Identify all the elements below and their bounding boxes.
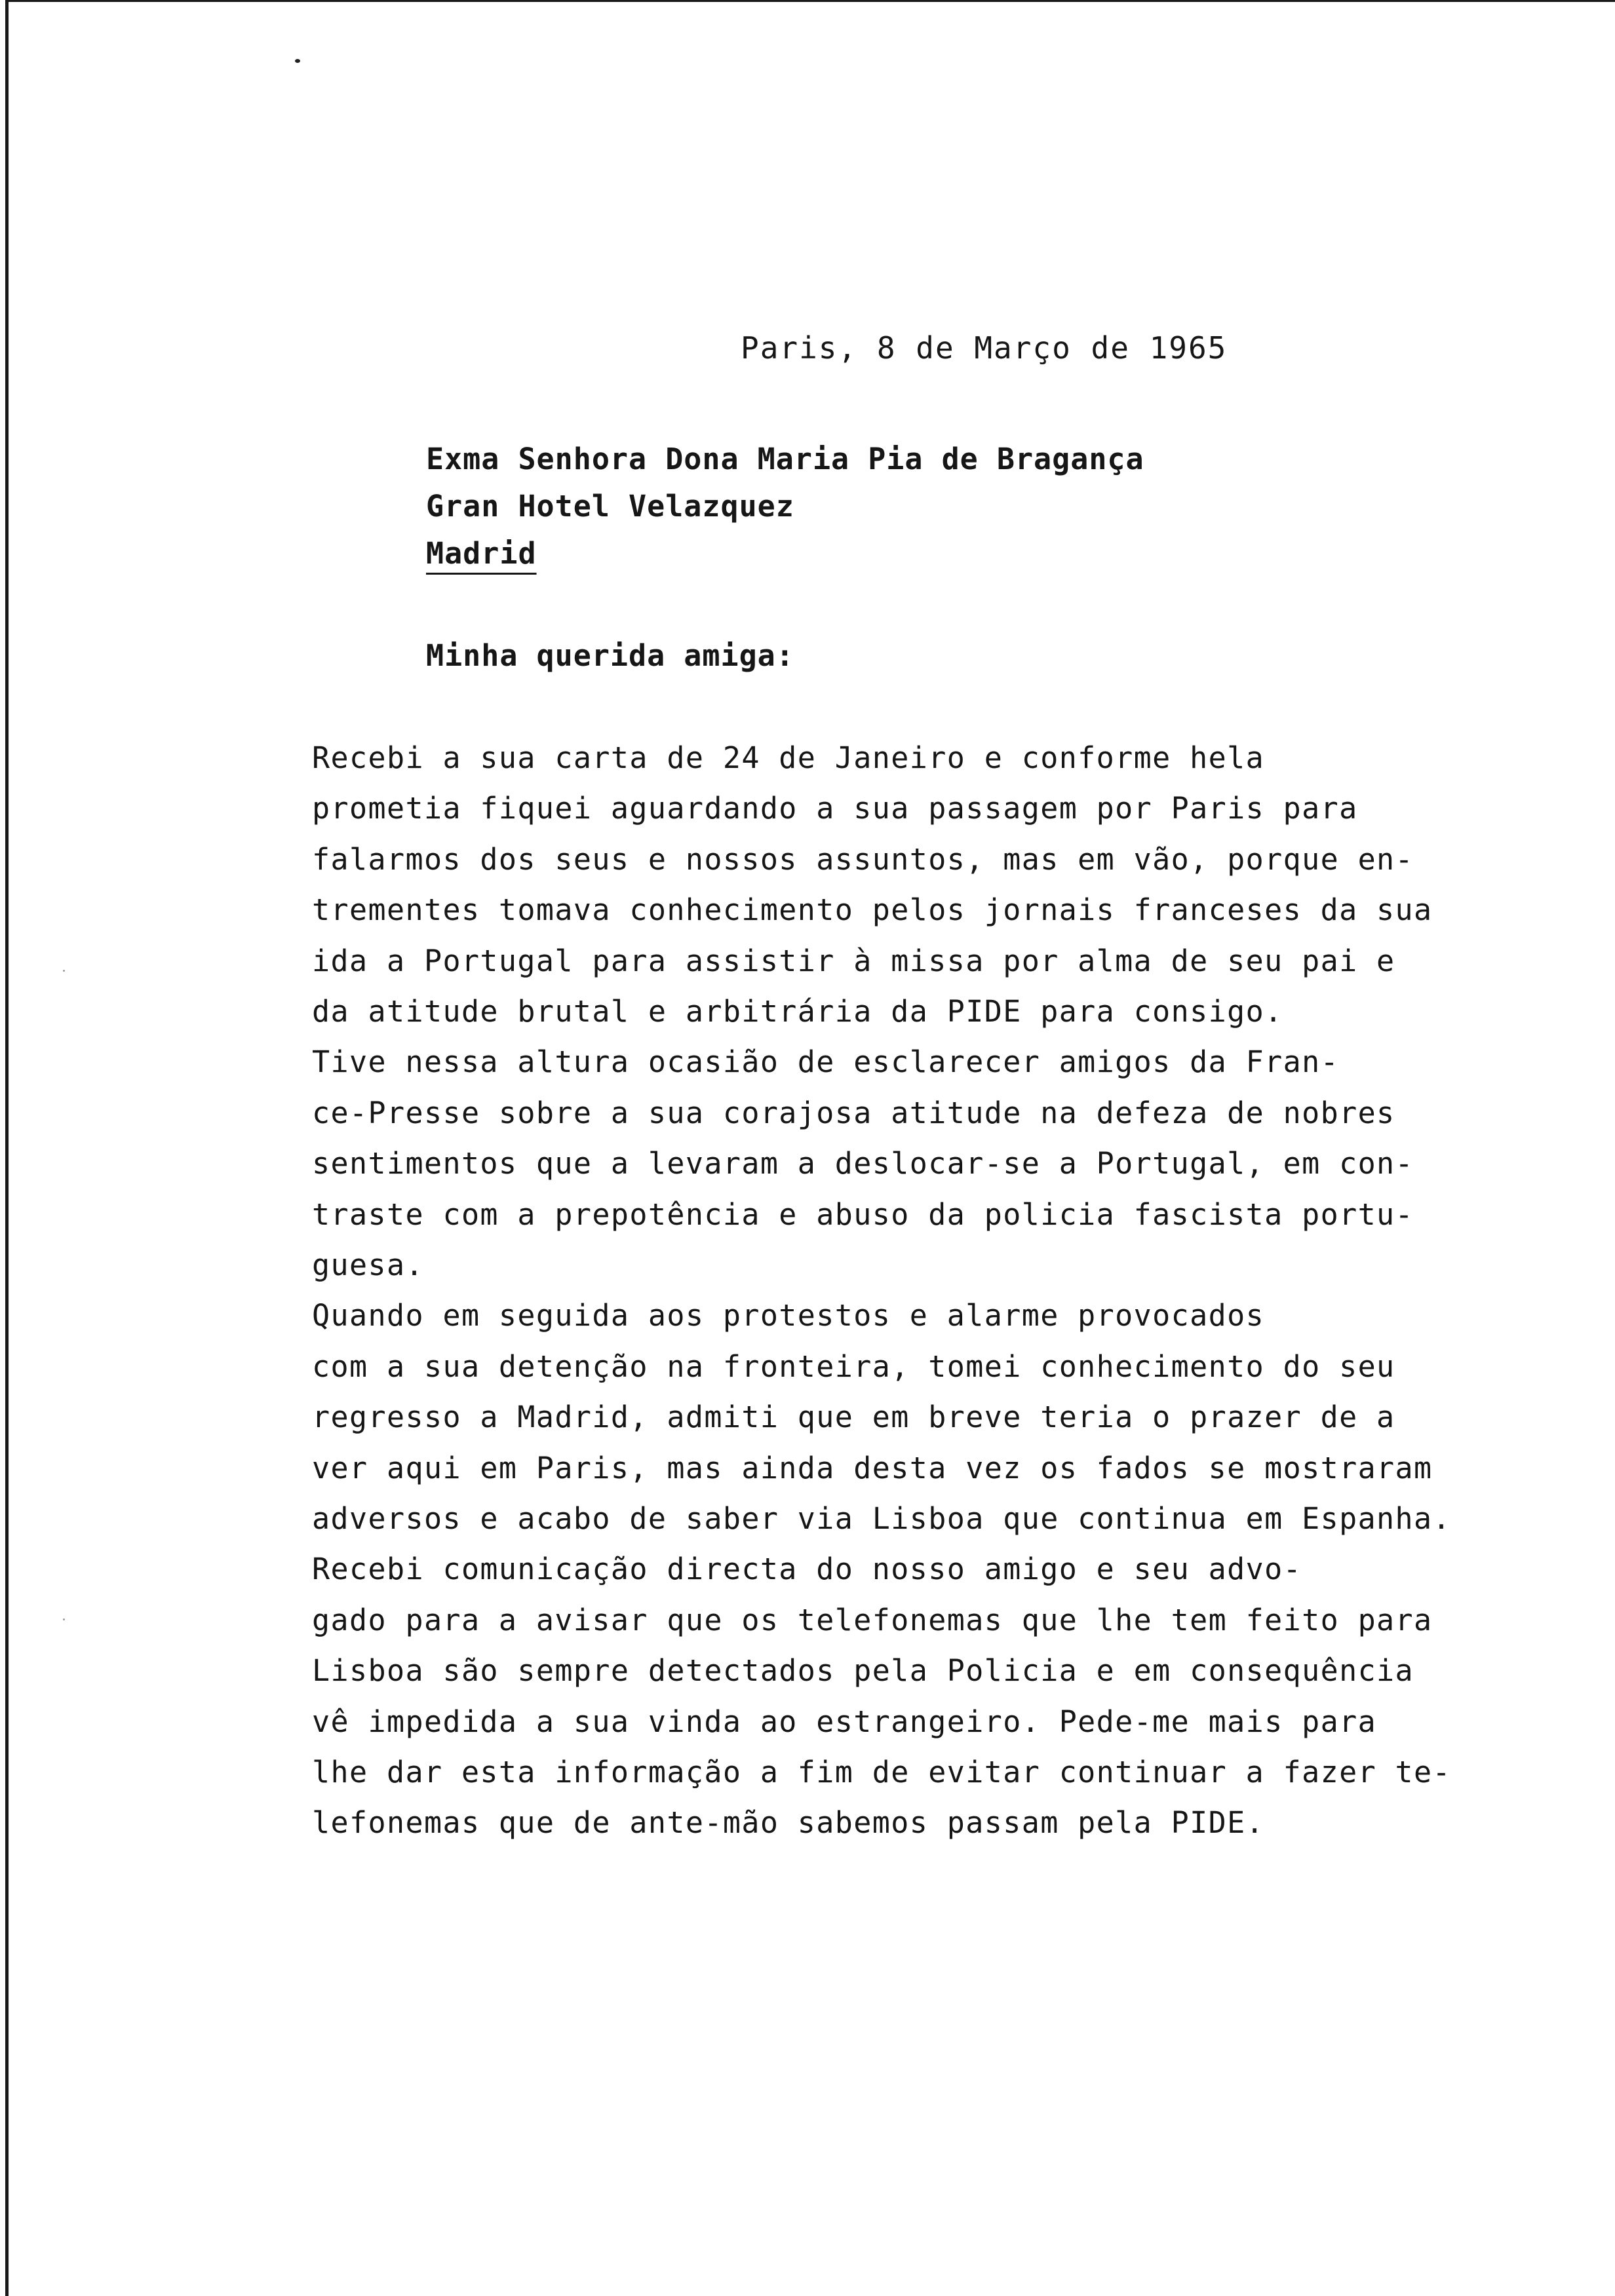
letter-body-line: da atitude brutal e arbitrária da PIDE para consigo. — [312, 994, 1283, 1029]
recipient-hotel: Gran Hotel Velazquez — [426, 489, 794, 524]
letter-body-line: falarmos dos seus e nossos assuntos, mas em vão, porque en- — [312, 842, 1414, 877]
scan-speck — [63, 1618, 65, 1620]
letter-body-line: ver aqui em Paris, mas ainda desta vez os fados se mostraram — [312, 1451, 1433, 1485]
letter-body-line: Quando em seguida aos protestos e alarme provocados — [312, 1298, 1265, 1333]
letter-body-line: adversos e acabo de saber via Lisboa que continua em Espanha. — [312, 1501, 1452, 1536]
letter-body-line: lhe dar esta informação a fim de evitar continuar a fazer te- — [312, 1755, 1452, 1789]
letter-body-line: vê impedida a sua vinda ao estrangeiro. Pede-me mais para — [312, 1704, 1377, 1739]
letter-body-line: com a sua detenção na fronteira, tomei conhecimento do seu — [312, 1349, 1395, 1384]
letter-body-line: prometia fiquei aguardando a sua passagem por Paris para — [312, 791, 1358, 826]
letter-body-line: gado para a avisar que os telefonemas que lhe tem feito para — [312, 1603, 1433, 1637]
scan-top-border — [5, 0, 1615, 2]
letter-body-line: traste com a prepotência e abuso da policia fascista portu- — [312, 1197, 1414, 1232]
scan-speck — [63, 970, 65, 972]
letter-body-line: sentimentos que a levaram a deslocar-se a Portugal, em con- — [312, 1146, 1414, 1181]
letter-body-line: regresso a Madrid, admiti que em breve teria o prazer de a — [312, 1400, 1395, 1434]
letter-body-line: Recebi a sua carta de 24 de Janeiro e conforme hela — [312, 740, 1265, 775]
letter-body-line: lefonemas que de ante-mão sabemos passam pela PIDE. — [312, 1805, 1265, 1840]
letter-body-line: guesa. — [312, 1248, 424, 1282]
recipient-city: Madrid — [426, 536, 537, 571]
letter-body-line: Tive nessa altura ocasião de esclarecer amigos da Fran- — [312, 1044, 1340, 1079]
recipient-name: Exma Senhora Dona Maria Pia de Bragança — [426, 442, 1144, 476]
letter-body-line: ida a Portugal para assistir à missa por alma de seu pai e — [312, 944, 1395, 978]
letter-body-line: Lisboa são sempre detectados pela Policia e em consequência — [312, 1653, 1414, 1688]
scan-speck — [295, 59, 300, 63]
letter-salutation: Minha querida amiga: — [426, 638, 794, 673]
letter-body-line: Recebi comunicação directa do nosso amigo e seu advo- — [312, 1552, 1302, 1586]
letter-body-line: trementes tomava conhecimento pelos jornais franceses da sua — [312, 892, 1433, 927]
letter-dateline: Paris, 8 de Março de 1965 — [741, 330, 1228, 366]
scan-left-border — [5, 0, 9, 2296]
letter-body-line: ce-Presse sobre a sua corajosa atitude na defeza de nobres — [312, 1096, 1395, 1130]
